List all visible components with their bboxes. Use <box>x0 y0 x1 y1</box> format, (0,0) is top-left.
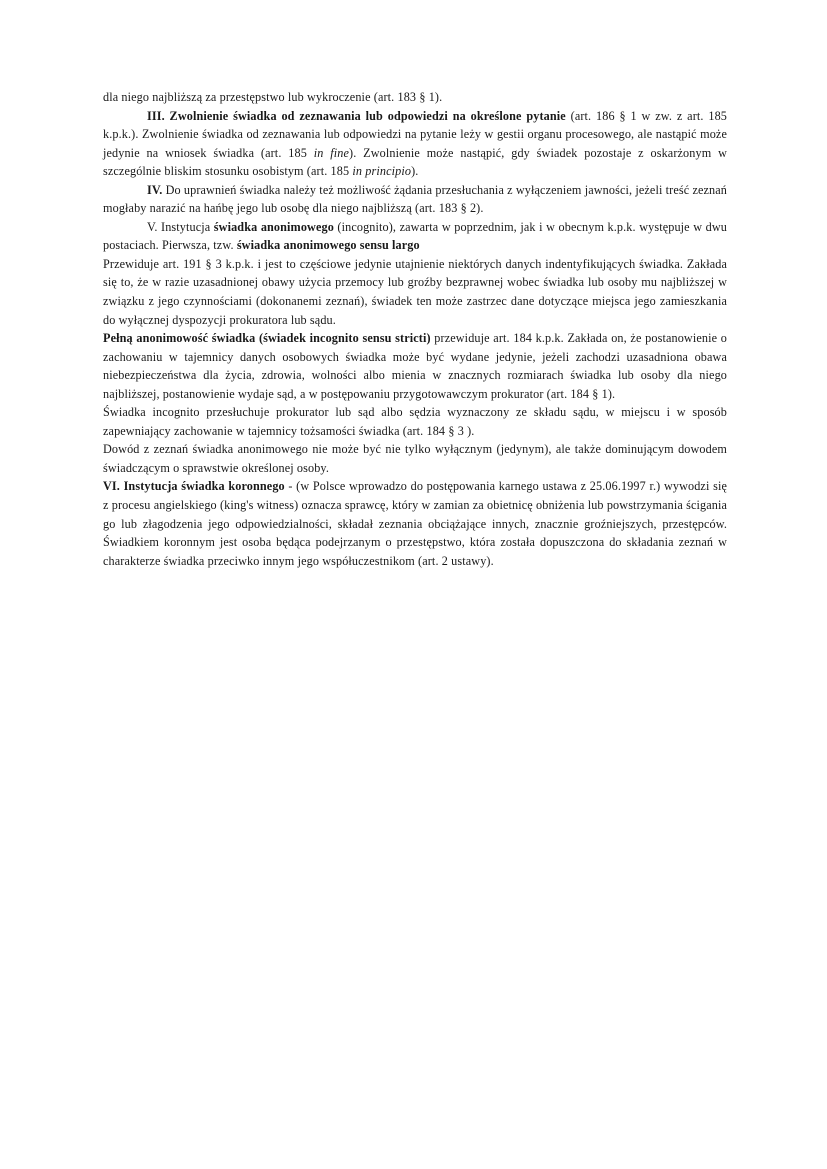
text-run: ). <box>411 164 419 179</box>
text-run: (art. 186 § 1 w zw. z art. 185 k.p.k.). Zwolnienie świadka od zeznawania lub odpowiedzi na pytanie leży w gestii organu procesowego, ale nastąpić może jedynie na wniosek świadka (art. 185 <box>103 108 727 160</box>
text-run: świadka anonimowego <box>213 219 334 234</box>
text-run: dla niego najbliższą za przestępstwo lub wykroczenie (art. 183 § 1). <box>103 90 443 104</box>
paragraph-p-v <box>103 218 727 255</box>
document-text-body <box>103 88 727 570</box>
text-run: Dowód z zeznań świadka anonimowego nie może być nie tylko wyłącznym (jedynym), ale także dominującym dowodem świadczącym o sprawstwie określonej osoby. <box>103 442 727 475</box>
text-run: Do uprawnień świadka należy też możliwość żądania przesłuchania z wyłączeniem jawności, jeżeli treść zeznań mogłaby narazić na hańbę jego lub osobę dla niego najbliższą (art. 183 § 2). <box>103 182 727 216</box>
paragraph-p-dowod <box>103 440 727 477</box>
text-run: in fine <box>313 145 350 160</box>
paragraph-p-vi <box>103 477 727 570</box>
text-run: III. Zwolnienie świadka od zeznawania lub odpowiedzi na określone pytanie <box>147 108 566 123</box>
text-run: Pełną anonimowość świadka (świadek incognito sensu stricti) <box>103 331 431 346</box>
text-run: świadka anonimowego sensu largo <box>236 238 420 253</box>
text-run: (incognito), zawarta w poprzednim, jak i w obecnym k.p.k. występuje w dwu postaciach. Pierwsza, tzw. <box>103 219 727 253</box>
text-run: ). Zwolnienie może nastąpić, gdy świadek pozostaje z oskarżonym w szczególnie bliskim stosunku osobistym (art. 185 <box>103 145 728 179</box>
text-run: Przewiduje art. 191 § 3 k.p.k. i jest to częściowe jedynie utajnienie niektórych danych indentyfikujących świadka. Zakłada się to, że w razie uzasadnionej obawy użycia przemocy lub groźby bezprawnej wobec świadka lub osoby mu najbliższej w związku z jego czynnościami (dokonanemi zeznań), świadek ten może zastrzec dane dotyczące miejsca jego zamieszkania do wyłącznej dyspozycji prokuratora lub sądu. <box>103 256 727 327</box>
text-run: in principio <box>352 164 412 179</box>
paragraph-p-largo <box>103 255 727 329</box>
paragraph-p-iv <box>103 181 727 218</box>
text-run: VI. Instytucja świadka koronnego <box>103 479 285 494</box>
paragraph-p-pelna <box>103 329 727 403</box>
paragraph-p-incognito <box>103 403 727 440</box>
text-run: Świadka incognito przesłuchuje prokurator lub sąd albo sędzia wyznaczony ze składu sądu, w miejscu i w sposób zapewniający zachowanie w tajemnicy tożsamości świadka (art. 184 § 3 ). <box>103 405 727 438</box>
text-run: - (w Polsce wprowadzo do postępowania karnego ustawa z 25.06.1997 r.) wywodzi się z procesu angielskiego (king's witness) oznacza sprawcę, który w zamian za obietnicę obniżenia lub powstrzymania ścigania go lub złagodzenia jego odpowiedzialności, składał zeznania obciążające innych, znacznie groźniejszych, przestępców. Świadkiem koronnym jest osoba będąca podejrzanym o przestępstwo, która została dopuszczona do składania zeznań w charakterze świadka przeciwko innym jego współuczestnikom (art. 2 ustawy). <box>103 479 727 568</box>
text-run: przewiduje art. 184 k.p.k. Zakłada on, że postanowienie o zachowaniu w tajemnicy danych osobowych świadka może być wydane jedynie, jeżeli zachodzi uzasadniona obawa niebezpieczeństwa dla życia, zdrowia, wolności albo mienia w znacznych rozmiarach świadka lub osoby dla niego najbliższej, postanowienie wydaje sąd, a w postępowaniu przygotowawczym prokurator (art. 184 § 1). <box>103 331 727 401</box>
paragraph-p-iii <box>103 107 727 181</box>
paragraph-p-intro <box>103 88 727 107</box>
text-run: IV. <box>147 182 163 197</box>
text-run: V. Instytucja <box>147 219 214 234</box>
